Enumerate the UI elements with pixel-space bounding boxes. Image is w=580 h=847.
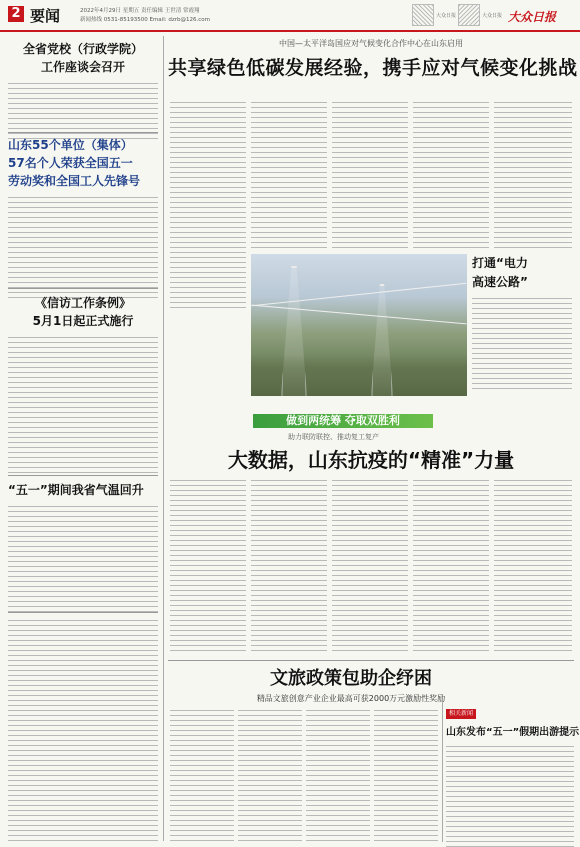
campaign-banner: 做到两统筹 夺取双胜利 bbox=[253, 414, 433, 428]
bigdata-body-col3 bbox=[332, 478, 408, 654]
story-party-school bbox=[8, 40, 158, 139]
story-body bbox=[8, 81, 158, 139]
divider bbox=[8, 475, 158, 476]
lead-body-col2 bbox=[251, 100, 327, 250]
story-title: 57名个人荣获全国五一 bbox=[8, 156, 133, 170]
story-title: 大数据，山东抗疫的“精准”力量 bbox=[227, 448, 515, 472]
bigdata-body-col5 bbox=[494, 478, 572, 654]
divider bbox=[168, 660, 574, 661]
lead-title: 共享绿色低碳发展经验，携手应对气候变化挑战 bbox=[168, 57, 578, 79]
related-title: 山东发布“五一”假期出游提示 bbox=[446, 727, 580, 738]
divider bbox=[8, 288, 158, 289]
photo-story bbox=[472, 254, 572, 392]
left-column-divider bbox=[163, 36, 164, 841]
photo-story-title: 高速公路” bbox=[472, 275, 528, 289]
left-lower-body bbox=[8, 618, 158, 842]
stamp-label-2: 大众日报 bbox=[482, 13, 503, 19]
story-body bbox=[8, 504, 158, 612]
related-divider bbox=[442, 700, 443, 842]
story-title: 劳动奖和全国工人先锋号 bbox=[8, 174, 141, 188]
related-news bbox=[446, 700, 580, 847]
stamp-label-1: 大众日报 bbox=[436, 13, 457, 19]
qr-stamp-1 bbox=[412, 4, 434, 26]
story-title: “五一”期间我省气温回升 bbox=[8, 483, 144, 497]
lead-body-col4 bbox=[413, 100, 489, 250]
related-tag: 相关新闻 bbox=[446, 709, 476, 719]
section-name: 要闻 bbox=[30, 7, 61, 25]
lead-body-col1 bbox=[170, 100, 246, 312]
lead-kicker: 中国—太平洋岛国应对气候变化合作中心在山东启用 bbox=[279, 39, 463, 48]
divider bbox=[8, 612, 158, 613]
story-body bbox=[8, 335, 158, 475]
power-lines-photo bbox=[251, 254, 467, 396]
photo-story-body bbox=[472, 296, 572, 392]
page-number: 2 bbox=[11, 6, 21, 21]
story-title: 全省党校（行政学院） bbox=[22, 42, 143, 56]
related-body bbox=[446, 744, 574, 847]
lead-body-col3 bbox=[332, 100, 408, 250]
photo-story-title: 打通“电力 bbox=[472, 256, 528, 270]
story-title: 山东55个单位（集体） bbox=[8, 138, 133, 152]
paper-logo: 大众日报 bbox=[508, 10, 557, 24]
story-big-data bbox=[168, 444, 574, 473]
culture-body-col3 bbox=[306, 708, 370, 842]
masthead bbox=[0, 0, 580, 36]
bigdata-body-col1 bbox=[170, 478, 246, 654]
banner-subtitle: 助力联防联控、推动复工复产 bbox=[288, 433, 379, 441]
lead-body-col5 bbox=[494, 100, 572, 250]
culture-body-col1 bbox=[170, 708, 234, 842]
story-title: 工作座谈会召开 bbox=[40, 60, 125, 74]
bigdata-body-col4 bbox=[413, 478, 489, 654]
lead-story bbox=[168, 38, 578, 80]
story-culture-tourism bbox=[168, 664, 574, 704]
qr-stamp-2 bbox=[458, 4, 480, 26]
story-labor-awards bbox=[8, 136, 158, 299]
story-body bbox=[8, 195, 158, 299]
date-line: 2022年4月29日 星期五 责任编辑 王世清 常霞翔 bbox=[80, 8, 200, 14]
story-petition-regulation bbox=[8, 294, 158, 475]
story-title: 文旅政策包助企纾困 bbox=[270, 668, 432, 689]
story-title: 5月1日起正式施行 bbox=[32, 314, 134, 328]
story-title: 《信访工作条例》 bbox=[34, 296, 131, 310]
culture-body-col4 bbox=[374, 708, 438, 842]
story-holiday-weather bbox=[8, 481, 158, 612]
contact-line: 新闻热线 0531-85193500 Email: dzrb@126.com bbox=[80, 17, 210, 23]
culture-body-col2 bbox=[238, 708, 302, 842]
story-subtitle: 精品文旅创意产业企业最高可获2000万元激励性奖励 bbox=[256, 694, 446, 703]
bigdata-body-col2 bbox=[251, 478, 327, 654]
masthead-rule bbox=[0, 30, 580, 32]
divider bbox=[8, 132, 158, 133]
